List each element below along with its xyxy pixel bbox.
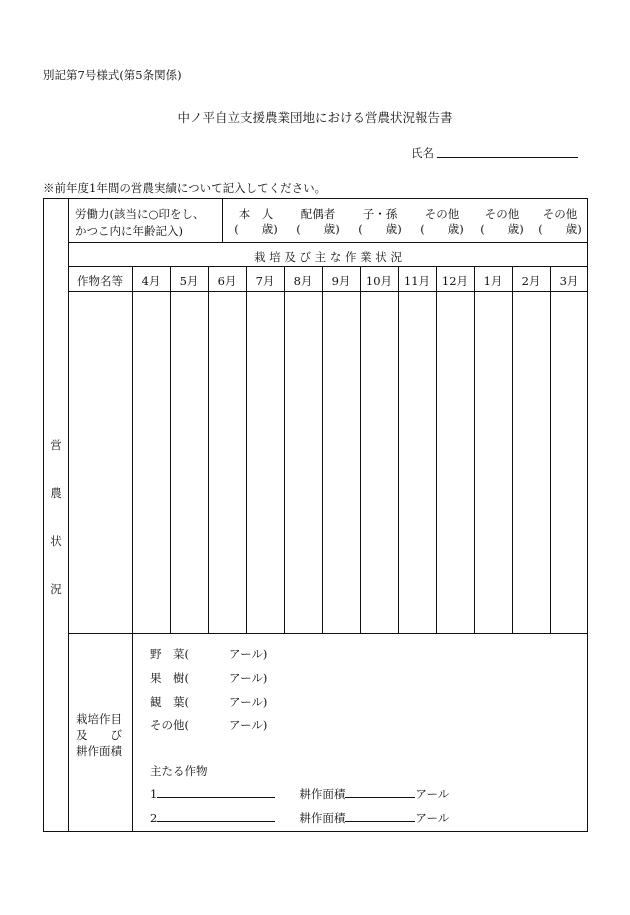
month-header: 8月 [293,274,313,288]
crop-name-field[interactable] [157,811,275,822]
form-number-label: 別記第7号様式(第5条関係) [43,68,182,82]
crop-column-header: 作物名等 [77,274,123,288]
crop-area-field[interactable] [345,787,415,798]
area-foliage-plants[interactable]: 観 葉( アール) [150,695,268,709]
month-header: 4月 [141,274,161,288]
month-header: 6月 [217,274,237,288]
area-vegetables[interactable]: 野 菜( アール) [150,647,268,661]
month-header: 7月 [255,274,275,288]
name-field[interactable] [437,157,578,158]
report-form-table: 営 農 状 況 労働力(該当に○印をし、 かつこ内に年齢記入) 本 人 ( 歳) 配偶者 ( 歳) 子・孫 ( 歳) その他 ( 歳) その他 ( 歳) その他 ( 歳) 栽 培 及 び 主 な 作 業 状 況 作物名等 4月 5月 6月 7月 8月 9月 10月 11月 12月 1月 2月 3月 栽培作目 及 び 耕作面積 野 菜( アール) 果 樹( アール) 観 葉( アール) その他( アール) 主たる作物 1 耕作面積 アール 2 耕作面積 アール [43,198,588,832]
month-header: 1月 [483,274,503,288]
area-section-label: 栽培作目 及 び 耕作面積 [76,712,122,758]
instruction-text: ※前年度1年間の営農実績について記入してください。 [43,181,327,195]
month-header: 9月 [331,274,351,288]
month-header: 5月 [179,274,199,288]
month-header: 2月 [521,274,541,288]
month-header: 10月 [365,274,393,288]
area-fruit-trees[interactable]: 果 樹( アール) [150,671,268,685]
labor-label: 労働力(該当に○印をし、 かつこ内に年齢記入) [75,207,205,238]
cultivation-header: 栽 培 及 び 主 な 作 業 状 況 [254,250,402,264]
main-crop-row-1: 1 耕作面積 アール [150,787,450,801]
main-crops-label: 主たる作物 [150,764,208,778]
month-header: 3月 [559,274,579,288]
crop-area-field[interactable] [345,811,415,822]
area-other[interactable]: その他( アール) [150,718,268,732]
name-label: 氏名 [411,146,434,160]
monthly-work-grid[interactable] [68,292,588,632]
document-title: 中ノ平自立支援農業団地における営農状況報告書 [177,110,453,125]
main-crop-row-2: 2 耕作面積 アール [150,811,450,825]
crop-name-field[interactable] [157,787,275,798]
month-header: 12月 [441,274,469,288]
month-header: 11月 [403,274,431,288]
